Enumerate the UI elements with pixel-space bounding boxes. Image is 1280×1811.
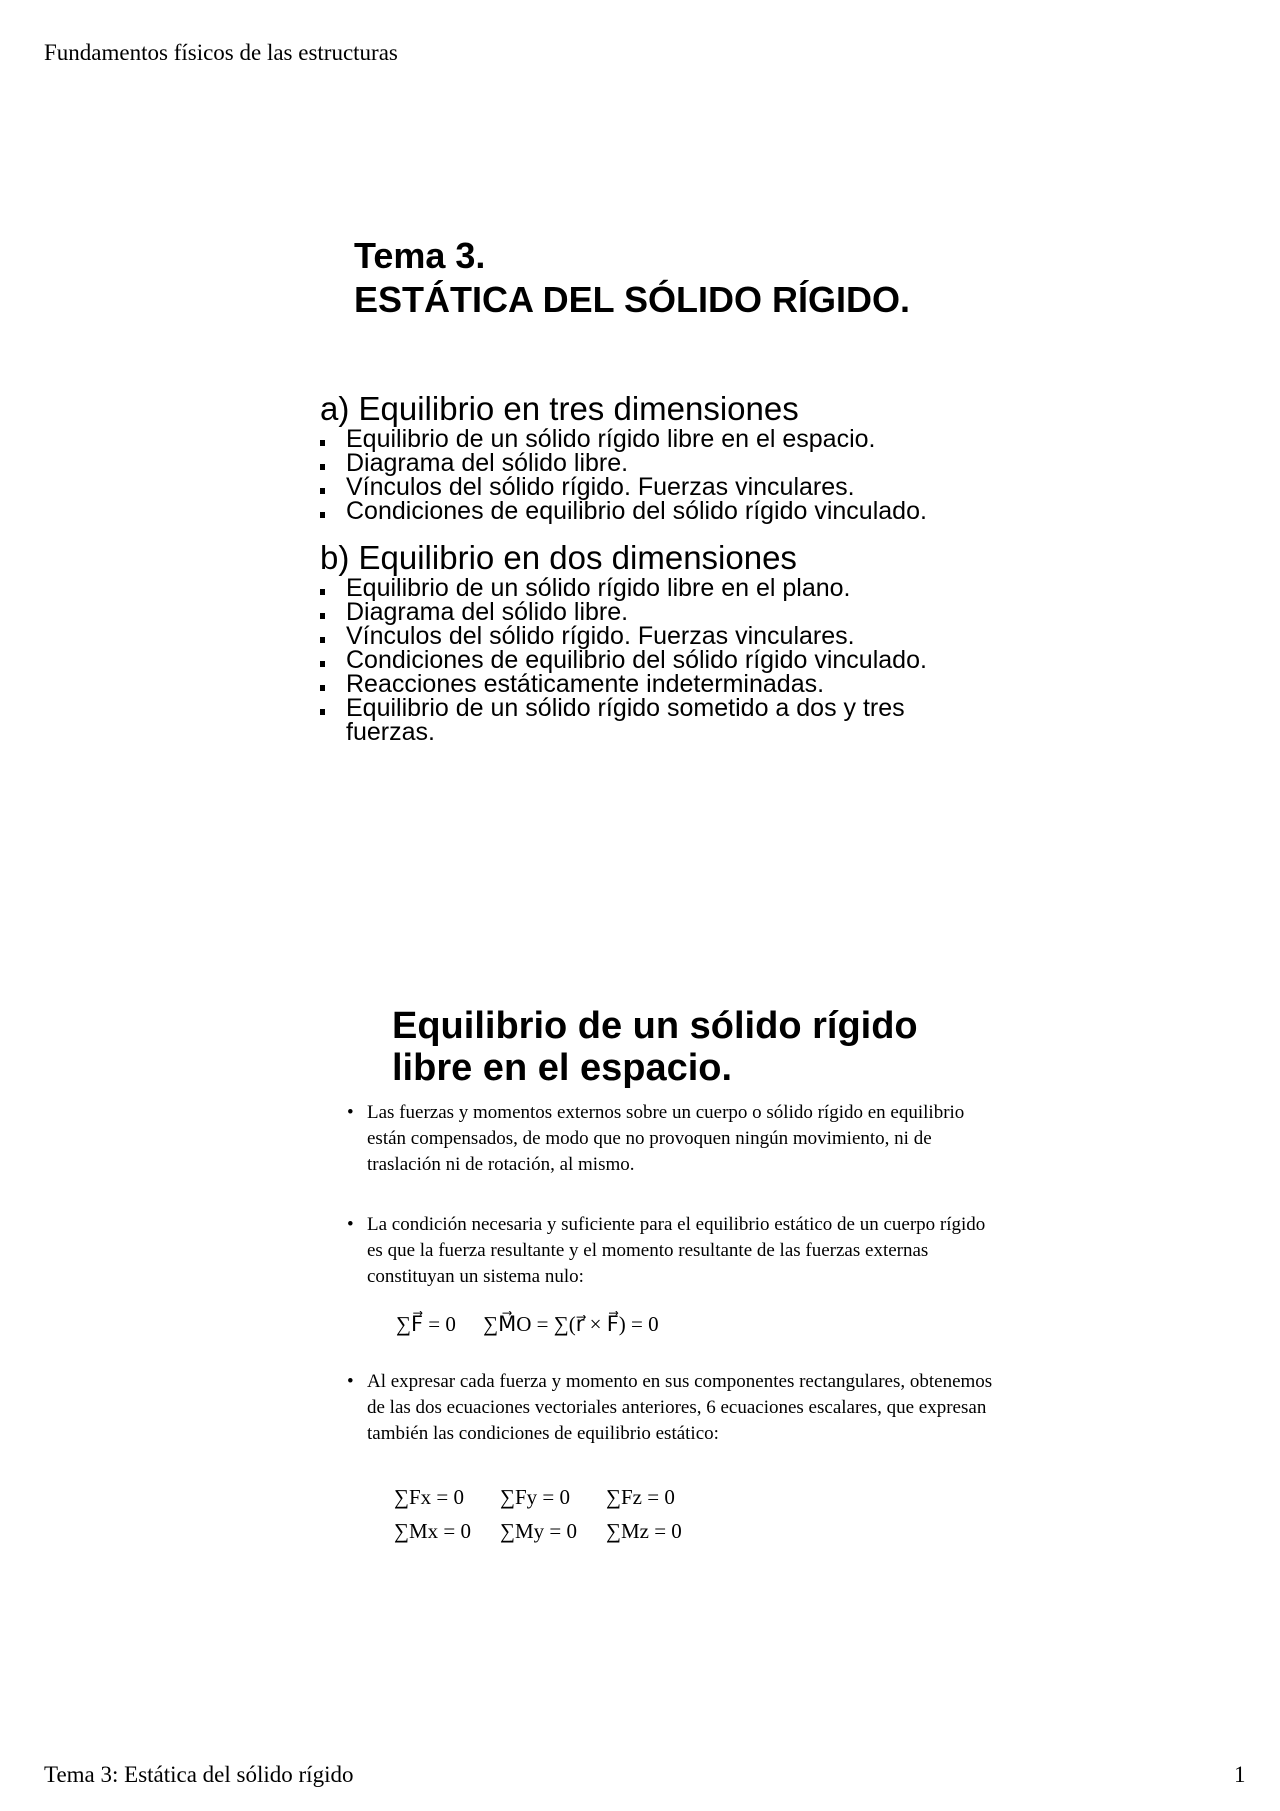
bullet-icon: •	[347, 1102, 354, 1123]
running-header: Fundamentos físicos de las estructuras	[44, 40, 398, 65]
slide1-title-line2: ESTÁTICA DEL SÓLIDO RÍGIDO.	[354, 279, 911, 320]
slide2-title	[392, 1005, 918, 1089]
list-item: Equilibrio de un sólido rígido libre en el espacio.	[320, 427, 927, 451]
equation: ∑Fz = 0	[606, 1485, 675, 1509]
slide1-title	[354, 234, 910, 322]
list-item: Vínculos del sólido rígido. Fuerzas vinculares.	[320, 624, 946, 648]
slide2-title-line1: Equilibrio de un sólido rígido	[392, 1005, 918, 1047]
bullet-icon	[320, 589, 325, 595]
list-item: Equilibrio de un sólido rígido libre en el plano.	[320, 576, 946, 600]
list-item: Vínculos del sólido rígido. Fuerzas vinculares.	[320, 475, 927, 499]
section-a-heading: a) Equilibrio en tres dimensiones	[320, 390, 799, 427]
list-item: Diagrama del sólido libre.	[320, 451, 927, 475]
bullet-icon	[320, 512, 325, 518]
section-b-list	[320, 576, 946, 744]
bullet-icon	[320, 685, 325, 691]
equation: ∑M⃗O = ∑(r⃗ × F⃗) = 0	[483, 1312, 659, 1336]
equation: ∑Fx = 0	[394, 1485, 464, 1509]
bullet-paragraph: • Al expresar cada fuerza y momento en sus componentes rectangulares, obtenemos de las dos ecuaciones vectoriales anteriores, 6 ecuaciones escalares, que expresan también las condiciones de equilibrio estático:	[347, 1371, 993, 1444]
list-item: Condiciones de equilibrio del sólido rígido vinculado.	[320, 648, 946, 672]
slide2-title-line2: libre en el espacio.	[392, 1047, 733, 1089]
bullet-icon	[320, 464, 325, 470]
slide1-title-line1: Tema 3.	[354, 235, 486, 276]
bullet-icon	[320, 709, 325, 715]
scalar-equations	[394, 1480, 682, 1548]
page-number: 1	[1234, 1762, 1246, 1787]
bullet-icon: •	[347, 1214, 354, 1235]
section-b-heading: b) Equilibrio en dos dimensiones	[320, 539, 797, 576]
bullet-paragraph: • La condición necesaria y suficiente para el equilibrio estático de un cuerpo rígido es que la fuerza resultante y el momento resultante de las fuerzas externas constituyan un sistema nulo:	[347, 1214, 986, 1287]
section-a-list	[320, 427, 927, 523]
equation: ∑My = 0	[500, 1519, 577, 1543]
section-b	[320, 540, 946, 744]
bullet-icon	[320, 637, 325, 643]
equation: ∑Mz = 0	[606, 1519, 682, 1543]
equation: ∑Mx = 0	[394, 1519, 471, 1543]
list-item: Reacciones estáticamente indeterminadas.	[320, 672, 946, 696]
running-footer: Tema 3: Estática del sólido rígido	[44, 1762, 354, 1787]
list-item: Equilibrio de un sólido rígido sometido a dos y tres fuerzas.	[320, 696, 946, 744]
bullet-icon	[320, 440, 325, 446]
list-item: Condiciones de equilibrio del sólido rígido vinculado.	[320, 499, 927, 523]
vector-equations	[396, 1312, 659, 1337]
bullet-paragraph: • Las fuerzas y momentos externos sobre un cuerpo o sólido rígido en equilibrio están compensados, de modo que no provoquen ningún movimiento, ni de traslación ni de rotación, al mismo.	[347, 1102, 965, 1175]
bullet-icon	[320, 488, 325, 494]
equation: ∑Fy = 0	[500, 1485, 570, 1509]
bullet-icon: •	[347, 1371, 354, 1392]
equation: ∑F⃗ = 0	[396, 1312, 456, 1336]
bullet-icon	[320, 661, 325, 667]
section-a	[320, 391, 927, 523]
list-item: Diagrama del sólido libre.	[320, 600, 946, 624]
bullet-icon	[320, 613, 325, 619]
